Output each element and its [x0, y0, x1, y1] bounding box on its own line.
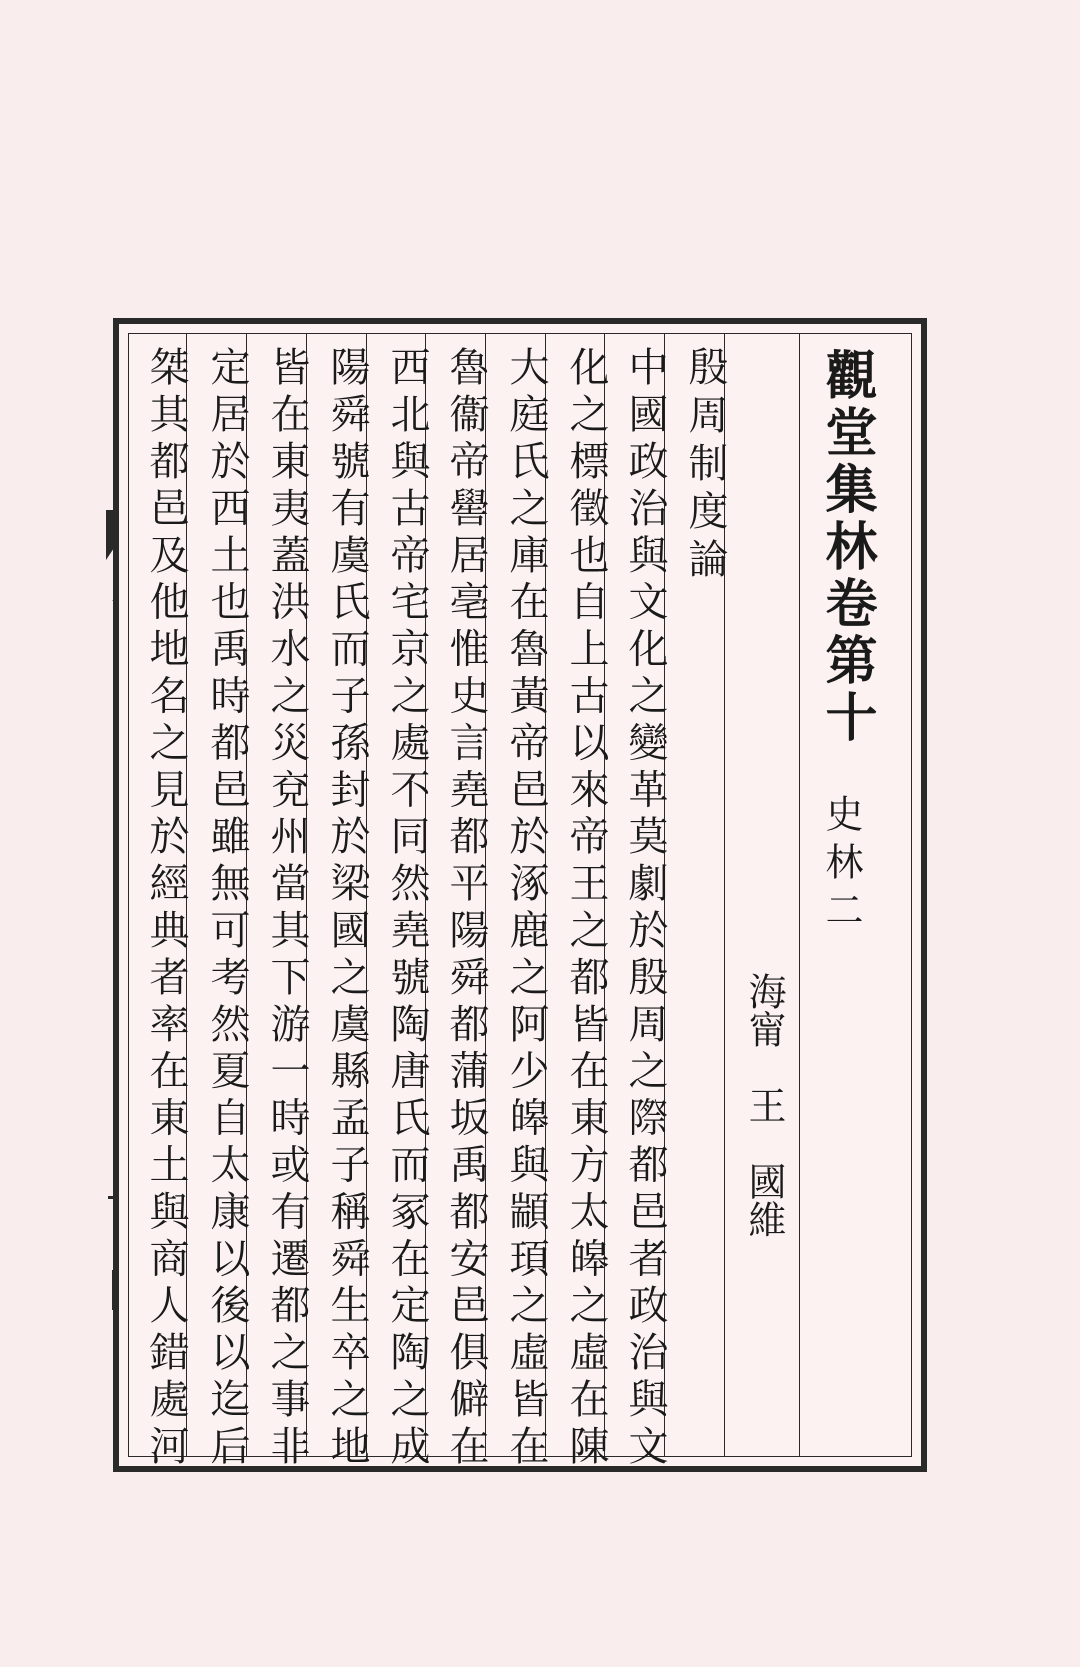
author-line: 海甯 王 國維: [742, 972, 786, 1238]
text-column: 魯衞帝嚳居亳惟史言堯都平陽舜都蒲坂禹都安邑俱僻在: [443, 346, 489, 1472]
book-title: 觀堂集林卷第十: [816, 348, 877, 747]
text-frame: [113, 318, 927, 1472]
text-column: 大庭氏之庫在魯黃帝邑於涿鹿之阿少皞與顓頊之虛皆在: [503, 346, 549, 1472]
section-title: 史林二: [819, 794, 863, 938]
text-column: 西北與古帝宅京之處不同然堯號陶唐氏而冢在定陶之成: [384, 346, 430, 1472]
text-column: 定居於西土也禹時都邑雖無可考然夏自太康以後以迄后: [204, 346, 250, 1472]
text-column: 陽舜號有虞氏而子孫封於梁國之虞縣孟子稱舜生卒之地: [324, 346, 370, 1472]
column-divider: [799, 333, 800, 1457]
text-column: 桀其都邑及他地名之見於經典者率在東土與商人錯處河: [143, 346, 189, 1472]
text-column: 皆在東夷蓋洪水之災兗州當其下游一時或有遷都之事非: [264, 346, 310, 1472]
essay-title: 殷周制度論: [682, 346, 728, 586]
text-column: 中國政治與文化之變革莫劇於殷周之際都邑者政治與文: [622, 346, 668, 1472]
text-column: 化之標徵也自上古以來帝王之都皆在東方太皞之虛在陳: [563, 346, 609, 1472]
